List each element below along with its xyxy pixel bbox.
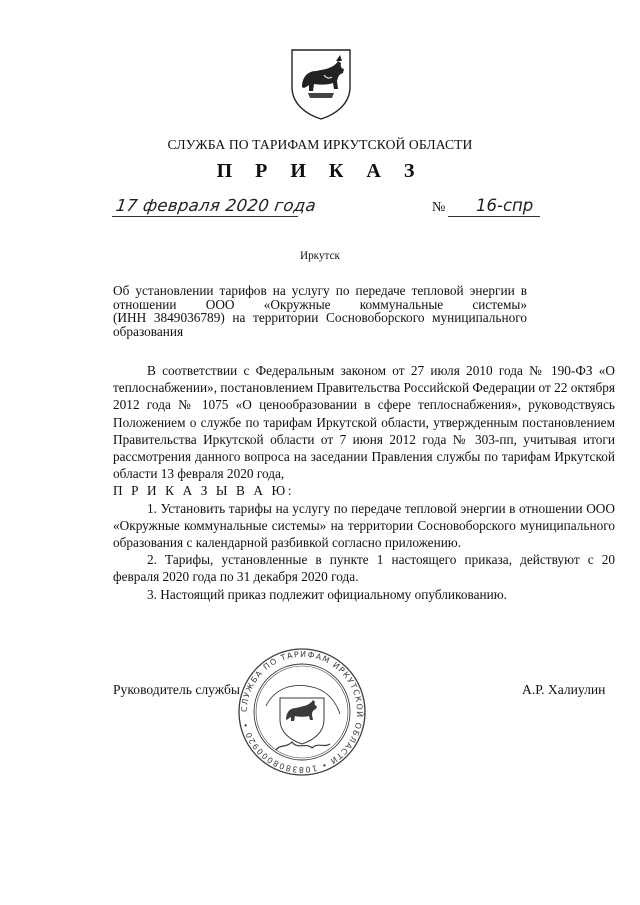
subject-line: отношении ООО «Окружные коммунальные системы»	[113, 296, 527, 312]
order-subject	[113, 284, 527, 338]
signatory-position: Руководитель службы	[113, 682, 241, 697]
handwritten-number: 16-спр	[476, 196, 534, 215]
coat-of-arms-icon	[288, 47, 354, 121]
order-item-3: 3. Настоящий приказ подлежит официальному опубликованию.	[147, 586, 507, 602]
signatory-name: А.Р. Халиулин	[522, 682, 606, 697]
official-seal-icon	[236, 646, 368, 778]
date-underline	[112, 216, 298, 217]
number-underline	[448, 216, 540, 217]
number-sign: №	[432, 200, 446, 215]
subject-line: (ИНН 3849036789) на территории Сосновоборского муниципального	[113, 310, 527, 326]
agency-name: СЛУЖБА ПО ТАРИФАМ ИРКУТСКОЙ ОБЛАСТИ	[167, 137, 473, 152]
document-title: П Р И К А З	[216, 160, 424, 182]
order-body	[113, 362, 615, 603]
subject-line: образования	[113, 323, 184, 339]
order-item-2: 2. Тарифы, установленные в пункте 1 настоящего приказа, действуют с 20 февраля 2020 года по 31 декабря 2020 года.	[113, 552, 615, 585]
order-keyword: П Р И К А З Ы В А Ю:	[113, 483, 295, 499]
handwritten-date: 17 февраля 2020 года	[114, 196, 318, 215]
order-item-1: 1. Установить тарифы на услугу по передаче тепловой энергии в отношении ООО «Окружные коммунальные системы» на территории Сосновоборского муниципального образования с календарной разбивкой согласно приложению.	[113, 500, 615, 551]
seal-outer-text: СЛУЖБА ПО ТАРИФАМ ИРКУТСКОЙ ОБЛАСТИ • 1083808000920 •	[239, 649, 365, 775]
subject-line: Об установлении тарифов на услугу по передаче тепловой энергии в	[113, 283, 527, 298]
preamble-paragraph: В соответствии с Федеральным законом от 27 июля 2010 года № 190-ФЗ «О теплоснабжении», постановлением Правительства Российской Федерации от 22 октября 2012 года № 1075 «О ценообразовании в сфере теплоснабжения», руководствуясь Положением о службе по тарифам Иркутской области, утвержденным постановлением Правительства Иркутской области от 7 июня 2012 года № 303-пп, учитывая итоги рассмотрения данного вопроса на заседании Правления службы по тарифам Иркутской области 13 февраля 2020 года,	[113, 363, 615, 482]
city-name: Иркутск	[300, 250, 340, 262]
